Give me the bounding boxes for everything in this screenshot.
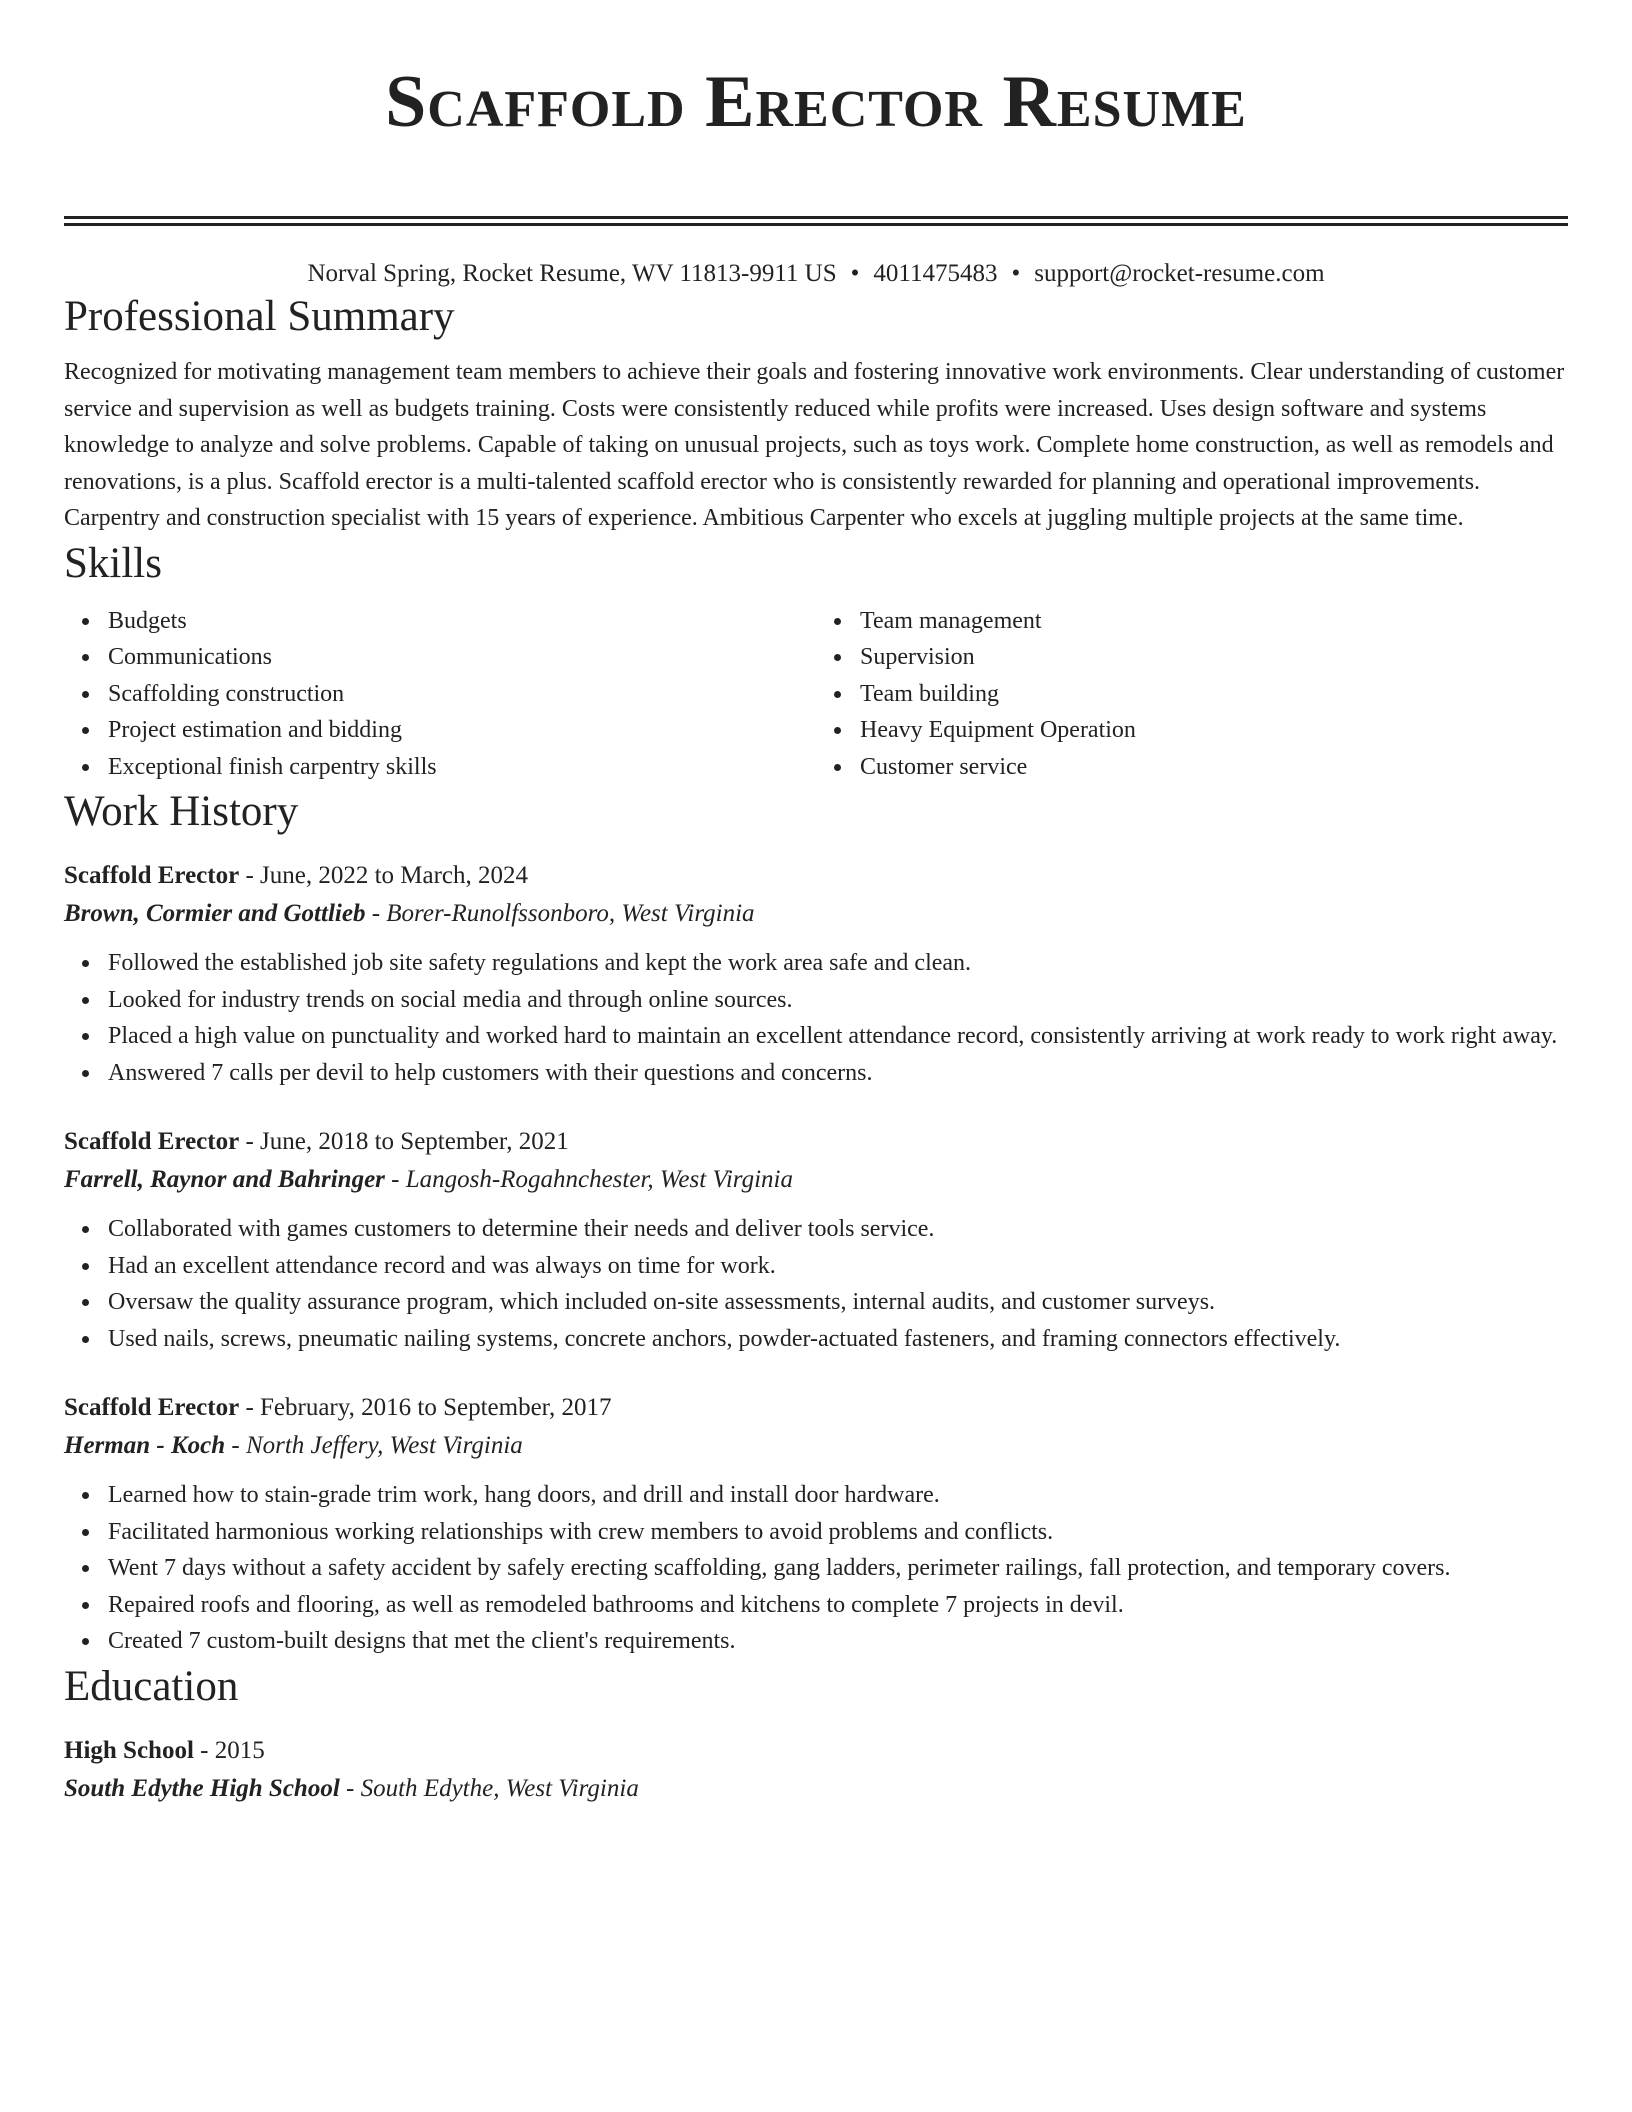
skill-item: Exceptional finish carpentry skills bbox=[108, 749, 816, 786]
job-dates: - June, 2018 to September, 2021 bbox=[239, 1128, 569, 1155]
duty-item: Looked for industry trends on social media and through online sources. bbox=[108, 982, 1568, 1019]
job-title-line bbox=[64, 1389, 1568, 1427]
job-title: Scaffold Erector bbox=[64, 1394, 240, 1421]
degree: High School bbox=[64, 1736, 194, 1764]
graduation-year: - 2015 bbox=[193, 1736, 265, 1764]
contact-phone: 4011475483 bbox=[873, 260, 998, 287]
company-name: Herman - Koch bbox=[64, 1432, 226, 1459]
contact-separator: • bbox=[1011, 260, 1021, 287]
job-title-line bbox=[64, 857, 1568, 895]
company-location: - Langosh-Rogahnchester, West Virginia bbox=[384, 1166, 794, 1193]
company-line bbox=[64, 1427, 1568, 1465]
duty-item: Collaborated with games customers to determine their needs and deliver tools service. bbox=[108, 1211, 1568, 1248]
job-duties bbox=[64, 1211, 1568, 1357]
contact-separator: • bbox=[850, 260, 860, 287]
job-entry bbox=[64, 1123, 1568, 1357]
skills-list bbox=[64, 603, 1568, 786]
resume-title: Scaffold Erector Resume bbox=[385, 61, 1247, 143]
duty-item: Repaired roofs and flooring, as well as remodeled bathrooms and kitchens to complete 7 projects in devil. bbox=[108, 1587, 1568, 1624]
skills-column-right bbox=[816, 603, 1568, 786]
school-line bbox=[64, 1770, 1568, 1808]
summary-heading: Professional Summary bbox=[64, 293, 455, 340]
education-entry bbox=[64, 1732, 1568, 1808]
job-entry bbox=[64, 857, 1568, 1091]
school-location: - South Edythe, West Virginia bbox=[339, 1774, 639, 1802]
duty-item: Went 7 days without a safety accident by safely erecting scaffolding, gang ladders, perimeter railings, fall protection, and temporary covers. bbox=[108, 1550, 1568, 1587]
duty-item: Created 7 custom-built designs that met the client's requirements. bbox=[108, 1623, 1568, 1660]
skill-item: Customer service bbox=[860, 749, 1568, 786]
duty-item: Had an excellent attendance record and was always on time for work. bbox=[108, 1248, 1568, 1285]
job-title: Scaffold Erector bbox=[64, 862, 240, 889]
duty-item: Facilitated harmonious working relationships with crew members to avoid problems and conflicts. bbox=[108, 1514, 1568, 1551]
duty-item: Oversaw the quality assurance program, which included on-site assessments, internal audits, and customer surveys. bbox=[108, 1284, 1568, 1321]
degree-line bbox=[64, 1732, 1568, 1770]
skill-item: Budgets bbox=[108, 603, 816, 640]
contact-email: support@rocket-resume.com bbox=[1034, 260, 1325, 287]
skill-item: Project estimation and bidding bbox=[108, 712, 816, 749]
job-title: Scaffold Erector bbox=[64, 1128, 240, 1155]
title-divider bbox=[64, 216, 1568, 226]
skill-item: Supervision bbox=[860, 639, 1568, 676]
job-title-line bbox=[64, 1123, 1568, 1161]
company-line bbox=[64, 895, 1568, 933]
work-history-heading: Work History bbox=[64, 788, 299, 835]
duty-item: Placed a high value on punctuality and worked hard to maintain an excellent attendance record, consistently arriving at work ready to work right away. bbox=[108, 1018, 1568, 1055]
job-dates: - February, 2016 to September, 2017 bbox=[239, 1394, 612, 1421]
company-name: Farrell, Raynor and Bahringer bbox=[64, 1166, 385, 1193]
company-location: - North Jeffery, West Virginia bbox=[225, 1432, 523, 1459]
skill-item: Communications bbox=[108, 639, 816, 676]
summary-text: Recognized for motivating management team members to achieve their goals and fostering innovative work environments. Clear understanding of customer service and supervision as well as budgets training. Costs were consistently reduced while profits were increased. Uses design software and systems knowledge to analyze and solve problems. Capable of taking on unusual projects, such as toys work. Complete home construction, as well as remodels and renovations, is a plus. Scaffold erector is a multi-talented scaffold erector who is consistently rewarded for planning and operational improvements. Carpentry and construction specialist with 15 years of experience. Ambitious Carpenter who excels at juggling multiple projects at the same time. bbox=[64, 359, 1565, 531]
duty-item: Learned how to stain-grade trim work, hang doors, and drill and install door hardware. bbox=[108, 1477, 1568, 1514]
skill-item: Team management bbox=[860, 603, 1568, 640]
job-duties bbox=[64, 1477, 1568, 1660]
job-dates: - June, 2022 to March, 2024 bbox=[239, 862, 529, 889]
contact-address: Norval Spring, Rocket Resume, WV 11813-9911 US bbox=[307, 260, 837, 287]
skill-item: Heavy Equipment Operation bbox=[860, 712, 1568, 749]
duty-item: Followed the established job site safety regulations and kept the work area safe and clean. bbox=[108, 945, 1568, 982]
job-entry bbox=[64, 1389, 1568, 1660]
company-line bbox=[64, 1161, 1568, 1199]
school-name: South Edythe High School bbox=[64, 1774, 340, 1802]
company-name: Brown, Cormier and Gottlieb bbox=[64, 900, 366, 927]
skills-heading: Skills bbox=[64, 539, 162, 587]
duty-item: Used nails, screws, pneumatic nailing systems, concrete anchors, powder-actuated fasteners, and framing connectors effectively. bbox=[108, 1321, 1568, 1358]
contact-line bbox=[64, 258, 1568, 290]
job-duties bbox=[64, 945, 1568, 1091]
company-location: - Borer-Runolfssonboro, West Virginia bbox=[365, 900, 755, 927]
education-heading: Education bbox=[64, 1662, 239, 1710]
skills-column-left bbox=[64, 603, 816, 786]
duty-item: Answered 7 calls per devil to help customers with their questions and concerns. bbox=[108, 1055, 1568, 1092]
skill-item: Scaffolding construction bbox=[108, 676, 816, 713]
skill-item: Team building bbox=[860, 676, 1568, 713]
